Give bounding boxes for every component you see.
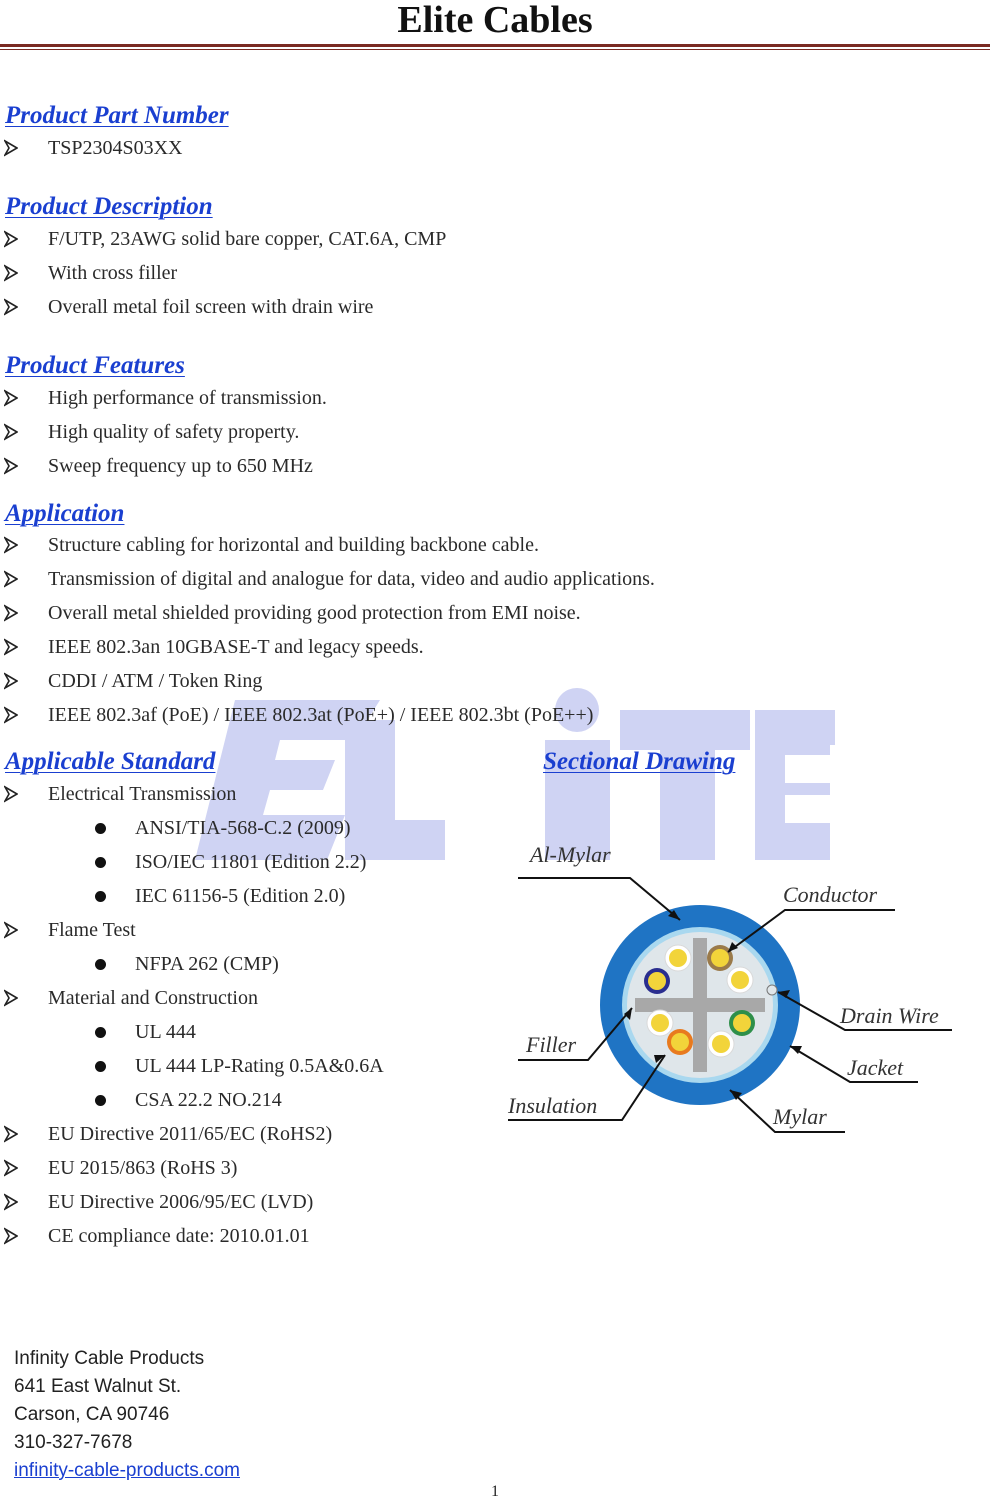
drain-wire bbox=[767, 985, 777, 995]
arrow-bullet-icon bbox=[4, 985, 18, 1011]
arrow-bullet-icon bbox=[4, 260, 18, 286]
list-item bbox=[0, 781, 520, 815]
bullet-dot-icon bbox=[95, 857, 106, 868]
list-item-text: High performance of transmission. bbox=[48, 387, 327, 409]
list-item bbox=[0, 1223, 520, 1257]
arrow-bullet-icon bbox=[4, 532, 18, 558]
arrow-bullet-icon bbox=[4, 1155, 18, 1181]
sub-list-item bbox=[0, 883, 520, 917]
list-item-text: High quality of safety property. bbox=[48, 421, 300, 443]
sub-item-text: NFPA 262 (CMP) bbox=[135, 953, 279, 975]
list-item bbox=[0, 453, 700, 487]
heading-application: Application bbox=[5, 500, 125, 527]
list-item bbox=[0, 532, 800, 566]
arrow-bullet-icon bbox=[4, 419, 18, 445]
sub-item-text: UL 444 LP-Rating 0.5A&0.6A bbox=[135, 1055, 384, 1077]
application-list bbox=[0, 532, 800, 736]
website-link[interactable]: infinity-cable-products.com bbox=[14, 1460, 240, 1481]
list-item-text: Overall metal foil screen with drain wire bbox=[48, 296, 374, 318]
list-item bbox=[0, 985, 520, 1019]
list-item-text: Flame Test bbox=[48, 919, 136, 941]
list-item-text: IEEE 802.3af (PoE) / IEEE 802.3at (PoE+) / IEEE 802.3bt (PoE++) bbox=[48, 704, 594, 726]
list-item bbox=[0, 668, 800, 702]
label-conductor: Conductor bbox=[783, 882, 878, 907]
sub-item-text: CSA 22.2 NO.214 bbox=[135, 1089, 282, 1111]
list-item-text: F/UTP, 23AWG solid bare copper, CAT.6A, CMP bbox=[48, 228, 447, 250]
bullet-dot-icon bbox=[95, 1027, 106, 1038]
label-mylar: Mylar bbox=[773, 1104, 827, 1129]
sub-list-item bbox=[0, 1053, 520, 1087]
arrow-bullet-icon bbox=[4, 385, 18, 411]
arrow-bullet-icon bbox=[4, 668, 18, 694]
description-list bbox=[0, 226, 700, 328]
bullet-dot-icon bbox=[95, 1061, 106, 1072]
sub-list-item bbox=[0, 849, 520, 883]
list-item-text: CDDI / ATM / Token Ring bbox=[48, 670, 263, 692]
list-item bbox=[0, 419, 700, 453]
page-number: 1 bbox=[491, 1483, 499, 1500]
company-address bbox=[14, 1345, 240, 1485]
list-item bbox=[0, 1189, 520, 1223]
label-filler: Filler bbox=[526, 1032, 577, 1057]
list-item bbox=[0, 1155, 520, 1189]
arrow-bullet-icon bbox=[4, 917, 18, 943]
features-list bbox=[0, 385, 700, 487]
list-item-text: EU Directive 2011/65/EC (RoHS2) bbox=[48, 1123, 333, 1145]
sub-item-text: ANSI/TIA-568-C.2 (2009) bbox=[135, 817, 351, 839]
sub-list-item bbox=[0, 1087, 520, 1121]
list-item bbox=[0, 260, 700, 294]
list-item bbox=[0, 634, 800, 668]
cable-cross-section-diagram bbox=[500, 830, 970, 1150]
sub-item-text: ISO/IEC 11801 (Edition 2.2) bbox=[135, 851, 367, 873]
list-item-text: Sweep frequency up to 650 MHz bbox=[48, 455, 313, 477]
address-city: Carson, CA 90746 bbox=[14, 1404, 170, 1425]
company-name: Infinity Cable Products bbox=[14, 1348, 205, 1369]
title-rule bbox=[0, 44, 990, 47]
phone-number: 310-327-7678 bbox=[14, 1432, 133, 1453]
label-insulation: Insulation bbox=[508, 1093, 598, 1118]
list-item bbox=[0, 566, 800, 600]
list-item-text: Transmission of digital and analogue for data, video and audio applications. bbox=[48, 568, 655, 590]
arrow-bullet-icon bbox=[4, 600, 18, 626]
arrow-bullet-icon bbox=[4, 294, 18, 320]
list-item bbox=[0, 226, 700, 260]
standard-list bbox=[0, 781, 520, 1257]
list-item bbox=[0, 600, 800, 634]
bullet-dot-icon bbox=[95, 959, 106, 970]
bullet-dot-icon bbox=[95, 1095, 106, 1106]
list-item bbox=[0, 294, 700, 328]
arrow-bullet-icon bbox=[4, 1189, 18, 1215]
list-item bbox=[0, 917, 520, 951]
sub-list-item bbox=[0, 1019, 520, 1053]
label-drain-wire: Drain Wire bbox=[840, 1003, 939, 1028]
heading-standard: Applicable Standard bbox=[5, 748, 216, 775]
list-item-text: Material and Construction bbox=[48, 987, 258, 1009]
list-item-text: Structure cabling for horizontal and building backbone cable. bbox=[48, 534, 539, 556]
sub-list-item bbox=[0, 815, 520, 849]
arrow-bullet-icon bbox=[4, 634, 18, 660]
list-item-text: Electrical Transmission bbox=[48, 783, 237, 805]
arrow-bullet-icon bbox=[4, 566, 18, 592]
list-item bbox=[0, 1121, 520, 1155]
arrow-bullet-icon bbox=[4, 226, 18, 252]
arrow-bullet-icon bbox=[4, 702, 18, 728]
bullet-dot-icon bbox=[95, 823, 106, 834]
list-item-text: EU 2015/863 (RoHS 3) bbox=[48, 1157, 238, 1179]
list-item bbox=[0, 385, 700, 419]
arrow-bullet-icon bbox=[4, 781, 18, 807]
list-item-text: IEEE 802.3an 10GBASE-T and legacy speeds. bbox=[48, 636, 424, 658]
label-jacket: Jacket bbox=[847, 1055, 904, 1080]
list-item bbox=[0, 702, 800, 736]
sub-item-text: UL 444 bbox=[135, 1021, 196, 1043]
list-item-text: Overall metal shielded providing good protection from EMI noise. bbox=[48, 602, 581, 624]
heading-description: Product Description bbox=[5, 193, 213, 220]
document-title: Elite Cables bbox=[397, 0, 593, 41]
list-item-text: CE compliance date: 2010.01.01 bbox=[48, 1225, 310, 1247]
arrow-bullet-icon bbox=[4, 1223, 18, 1249]
sub-item-text: IEC 61156-5 (Edition 2.0) bbox=[135, 885, 346, 907]
arrow-bullet-icon bbox=[4, 1121, 18, 1147]
sub-list-item bbox=[0, 951, 520, 985]
list-item-text: With cross filler bbox=[48, 262, 178, 284]
arrow-bullet-icon bbox=[4, 135, 18, 161]
label-al-mylar: Al-Mylar bbox=[530, 842, 611, 867]
part-number-value: TSP2304S03XX bbox=[48, 137, 183, 159]
bullet-dot-icon bbox=[95, 891, 106, 902]
heading-features: Product Features bbox=[5, 352, 185, 379]
cross-filler-horizontal bbox=[635, 998, 765, 1012]
list-item-text: EU Directive 2006/95/EC (LVD) bbox=[48, 1191, 314, 1213]
heading-sectional-drawing: Sectional Drawing bbox=[543, 748, 736, 775]
title-rule-thin bbox=[0, 49, 990, 50]
arrow-bullet-icon bbox=[4, 453, 18, 479]
heading-part-number: Product Part Number bbox=[5, 102, 229, 129]
address-street: 641 East Walnut St. bbox=[14, 1376, 182, 1397]
